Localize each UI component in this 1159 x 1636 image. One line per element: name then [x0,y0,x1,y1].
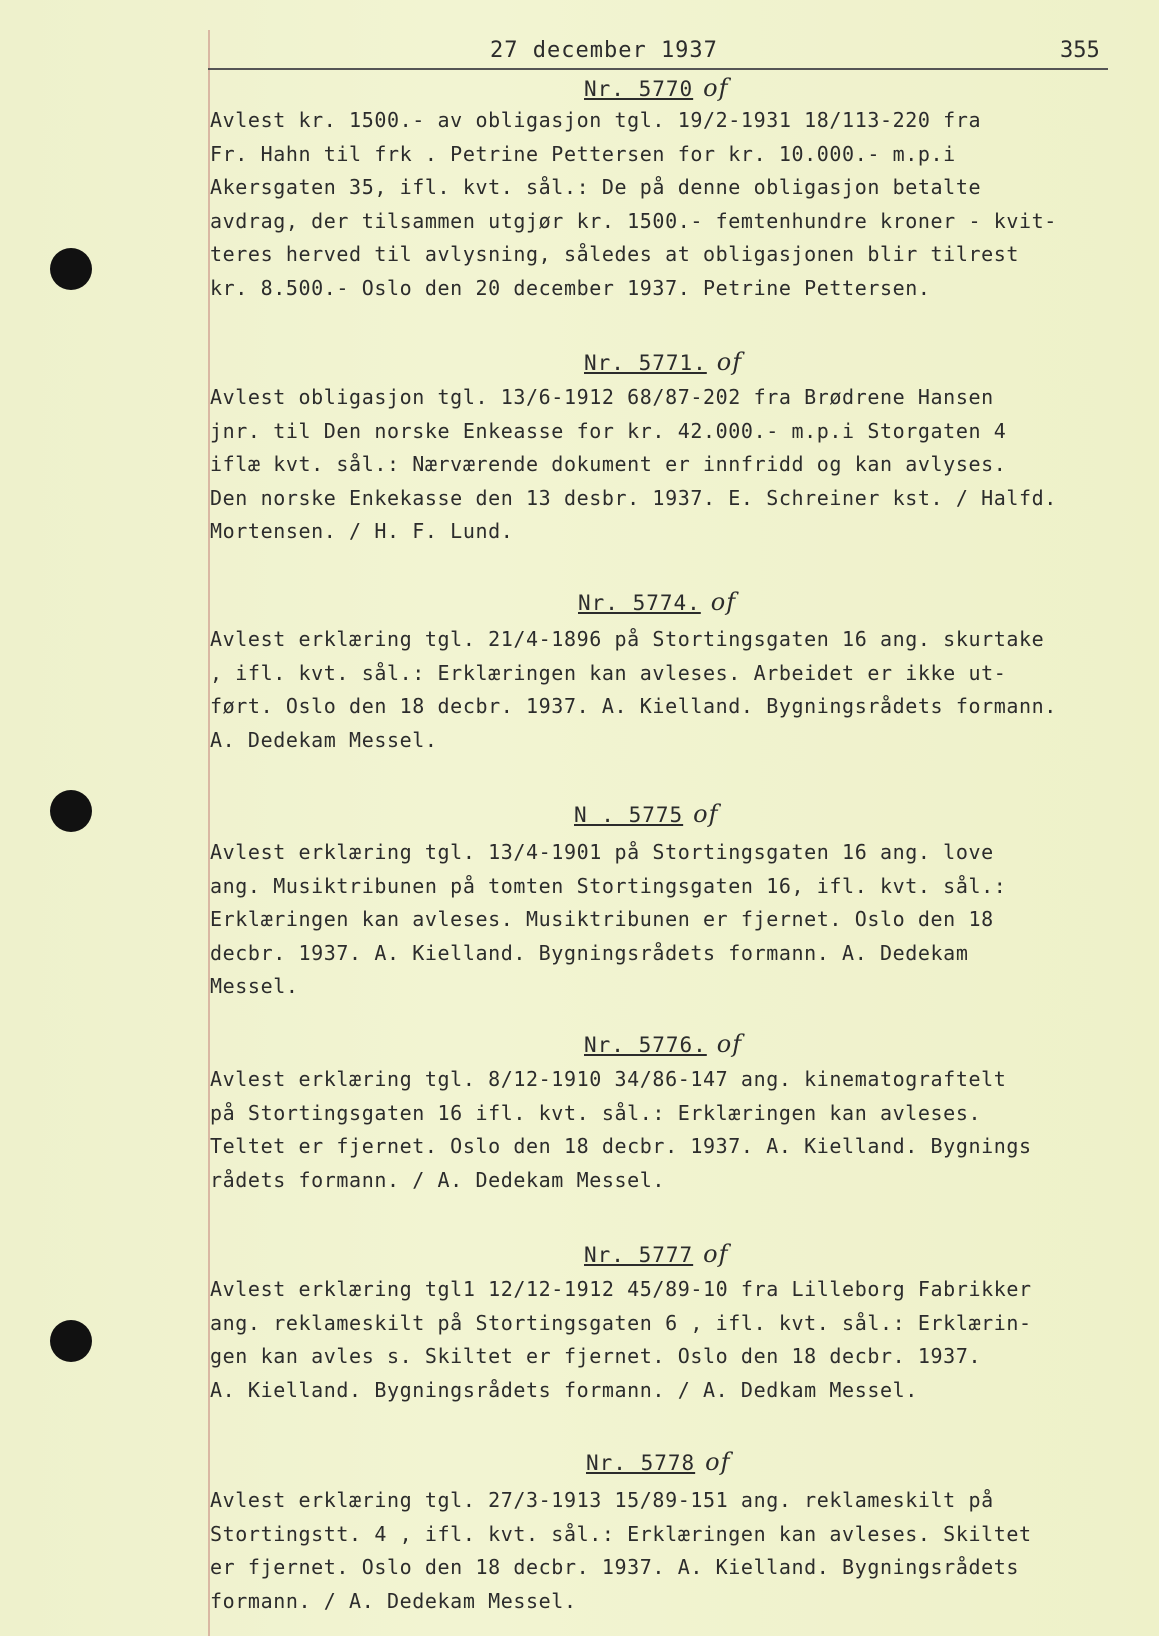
entry-number-5776: Nr. 5776. of [584,1030,743,1058]
entry-number-5770: Nr. 5770 of [584,74,729,102]
entry-number-5775: N . 5775 of [574,800,719,828]
initials-mark: of [716,1030,743,1058]
initials-mark: of [693,800,719,828]
initials-mark: of [716,348,743,376]
entry-text-5771: Avlest obligasjon tgl. 13/6-1912 68/87-202 fra Brødrene Hansen jnr. til Den norske Enkeasse for kr. 42.000.- m.p.i Storgaten 4 iflæ kvt. sål.: Nærværende dokument er innfridd og kan avlyses. Den norske Enkekasse den 13 desbr. 1937. E. Schreiner kst. / Halfd. Mortensen. / H. F. Lund. [210,385,1057,543]
initials-mark: of [703,1240,729,1268]
entry-text-5777: Avlest erklæring tgl1 12/12-1912 45/89-10 fra Lilleborg Fabrikker ang. reklameskilt på Stortingsgaten 6 , ifl. kvt. sål.: Erklærin- gen kan avles s. Skiltet er fjernet. Oslo den 18 decbr. 1937. A. Kielland. Bygningsrådets formann. / A. Dedkam Messel. [210,1277,1032,1402]
entry-number-5777: Nr. 5777 of [584,1240,729,1268]
punch-hole [50,248,92,290]
entry-number-5774: Nr. 5774. of [578,588,737,616]
entry-text-5776: Avlest erklæring tgl. 8/12-1910 34/86-147 ang. kinematograftelt på Stortingsgaten 16 ifl. kvt. sål.: Erklæringen kan avleses. Teltet er fjernet. Oslo den 18 decbr. 1937. A. Kielland. Bygnings rådets formann. / A. Dedekam Messel. [210,1067,1032,1192]
entry-text-5775: Avlest erklæring tgl. 13/4-1901 på Stortingsgaten 16 ang. love ang. Musiktribunen på tomten Stortingsgaten 16, ifl. kvt. sål.: Erklæringen kan avleses. Musiktribunen er fjernet. Oslo den 18 decbr. 1937. A. Kielland. Bygningsrådets formann. A. Dedekam Messel. [210,840,1007,998]
entry-number-5778: Nr. 5778 of [586,1448,731,1476]
initials-mark: of [703,74,729,102]
initials-mark: of [705,1448,731,1476]
header-rule [208,68,1108,70]
punch-hole [50,1320,92,1362]
page-number: 355 [1060,38,1100,63]
entry-text-5778: Avlest erklæring tgl. 27/3-1913 15/89-151 ang. reklameskilt på Stortingstt. 4 , ifl. kvt. sål.: Erklæringen kan avleses. Skiltet er fjernet. Oslo den 18 decbr. 1937. A. Kielland. Bygningsrådets formann. / A. Dedekam Messel. [210,1488,1032,1613]
punch-hole [50,790,92,832]
page-date: 27 december 1937 [490,38,718,63]
initials-mark: of [710,588,737,616]
entry-text-5770: Avlest kr. 1500.- av obligasjon tgl. 19/2-1931 18/113-220 fra Fr. Hahn til frk . Petrine Pettersen for kr. 10.000.- m.p.i Akersgaten 35, ifl. kvt. sål.: De på denne obligasjon betalte avdrag, der tilsammen utgjør kr. 1500.- femtenhundre kroner - kvit- teres herved til avlysning, således at obligasjonen blir tilrest kr. 8.500.- Oslo den 20 december 1937. Petrine Pettersen. [210,108,1057,300]
entry-number-5771: Nr. 5771. of [584,348,743,376]
entry-text-5774: Avlest erklæring tgl. 21/4-1896 på Stortingsgaten 16 ang. skurtake , ifl. kvt. sål.: Erklæringen kan avleses. Arbeidet er ikke ut- ført. Oslo den 18 decbr. 1937. A. Kielland. Bygningsrådets formann. A. Dedekam Messel. [210,627,1057,752]
